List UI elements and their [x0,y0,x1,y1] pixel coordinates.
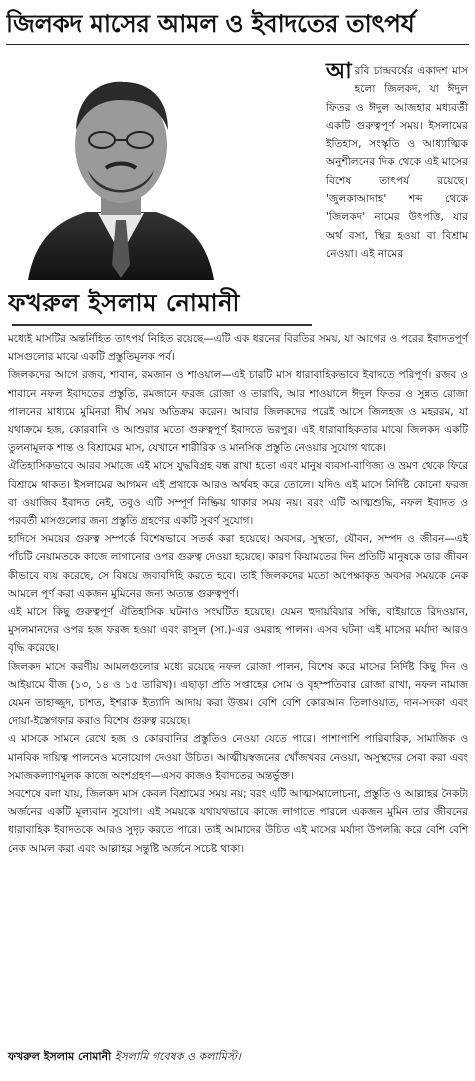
article-body [8,330,468,858]
body-paragraph-4: হাদিসে সময়ের গুরুত্ব সম্পর্কে বিশেষভাবে সতর্ক করা হয়েছে। অবসর, সুস্থতা, যৌবন, সম্পদ ও জীবন—এই পাঁচটি নেয়ামতকে কাজে লাগানোর ওপর গুরুত্ব দেওয়া হয়েছে। কারণ কিয়ামতের দিন প্রতিটি মানুষকে তার জীবন কীভাবে ব্যয় করেছে, সে বিষয়ে জবাবদিহি করতে হবে। তাই জিলকদের মতো অপেক্ষাকৃত অবসর সময়কে নেক আমলে পূর্ণ করা একজন মুমিনের জন্য অত্যন্ত গুরুত্বপূর্ণ। [8,533,468,600]
body-paragraph-3: ঐতিহাসিকভাবে আরব সমাজে এই মাসে যুদ্ধবিগ্রহ বন্ধ রাখা হতো এবং মানুষ ব্যবসা-বাণিজ্য ও ভ্রমণ থেকে ফিরে বিশ্রামে থাকত। ইসলামের আগমন এই প্রথাকে আরও অর্থবহ করে তোলে। যদিও এই মাসে নির্দিষ্ট কোনো ফরজ বা ওয়াজিব ইবাদত নেই, তবুও এটি সম্পূর্ণ নিষ্ক্রিয় থাকার সময় নয়। বরং এটি আত্মশুদ্ধি, নফল ইবাদত ও পরবর্তী মাসগুলোর জন্য প্রস্তুতি গ্রহণের একটি সুবর্ণ সুযোগ। [8,460,468,528]
body-paragraph-5: এই মাসে কিছু গুরুত্বপূর্ণ ঐতিহাসিক ঘটনাও সংঘটিত হয়েছে। যেমন হুদায়বিয়ার সন্ধি, বাইয়াতে রিদওয়ান, মুসলমানদের ওপর হজ ফরজ হওয়া এবং রাসুল (সা.)-এর ওমরাহ পালন। এসব ঘটনা এই মাসের মর্যাদা আরও বৃদ্ধি করেছে। [8,606,468,655]
body-paragraph-1: মধ্যেই মাসটির অন্তর্নিহিত তাৎপর্য নিহিত রয়েছে—এটি এক ধরনের বিরতির সময়, যা আগের ও পরের ইবাদতপূর্ণ মাসগুলোর মাঝে একটি প্রস্তুতিমূলক পর্ব। [8,333,468,364]
article-headline: জিলকদ মাসের আমল ও ইবাদতের তাৎপর্য [6,6,469,45]
body-paragraph-6: জিলকদ মাসে করণীয় আমলগুলোর মধ্যে রয়েছে নফল রোজা পালন, বিশেষ করে মাসের নির্দিষ্ট কিছু দিন ও আইয়ামে বীজ (১৩, ১৪ ও ১৫ তারিখ)। এছাড়া প্রতি সপ্তাহের সোম ও বৃহস্পতিবার রোজা রাখা, নফল নামাজ যেমন তাহাজ্জুদ, চাশত, ইশরাক ইত্যাদি আদায় করা উত্তম। বেশি বেশি কোরআন তিলাওয়াত, দান-সদকা এবং দোয়া-ইস্তেগফার করাও বিশেষ গুরুত্ব রয়েছে। [8,660,468,728]
footer-author-role: ইসলামি গবেষক ও কলামিস্ট। [114,1050,241,1063]
intro-paragraph [326,59,468,263]
intro-text: রবি চান্দ্রবর্ষের একাদশ মাস হলো জিলকদ, যা ঈদুল ফিতর ও ঈদুল আজহার মধ্যবর্তী একটি গুরুত্বপূর্ণ সময়। ইসলামের ইতিহাস, সংস্কৃতি ও আধ্যাত্মিক অনুশীলনের দিক থেকে এই মাসের বিশেষ তাৎপর্য রয়েছে। 'জুলকাআদাহ' শব্দ থেকে 'জিলকদ' নামের উৎপত্তি, যার অর্থ বসা, স্থির হওয়া বা বিশ্রাম নেওয়া। এই নামের [326,65,468,260]
author-portrait-illustration [6,50,316,280]
body-paragraph-8: সবশেষে বলা যায়, জিলকদ মাস কেবল বিশ্রামের সময় নয়; বরং এটি আত্মসমালোচনা, প্রস্তুতি ও আল্লাহর নৈকট্য অর্জনের একটি মূল্যবান সুযোগ। এই সময়কে যথাযথভাবে কাজে লাগাতে পারলে একজন মুমিন তার জীবনের ধারাবাহিক ইবাদতকে আরও সুদৃঢ় করতে পারে। তাই আমাদের উচিত এই মাসের মর্যাদা উপলব্ধি করে বেশি বেশি নেক আমল করা এবং আল্লাহর সন্তুষ্টি অর্জনে সচেষ্ট থাকা। [8,788,468,855]
body-paragraph-7: এ মাসকে সামনে রেখে হজ ও কোরবানির প্রস্তুতিও নেওয়া যেতে পারে। পাশাপাশি পারিবারিক, সামাজিক ও মানবিক দায়িত্ব পালনেও মনোযোগ দেওয়া উচিত। আত্মীয়স্বজনের খোঁজখবর নেওয়া, অসুস্থদের সেবা করা এবং সমাজকল্যাণমূলক কাজে অংশগ্রহণ—এসব কাজও ইবাদতের অন্তর্ভুক্ত। [8,733,468,782]
author-byline: ফখরুল ইসলাম নোমানী [8,289,240,317]
body-paragraph-2: জিলকদের আগে রজব, শাবান, রমজান ও শাওয়াল—এই চারটি মাস ধারাবাহিকভাবে ইবাদতে পরিপূর্ণ। রজব ও শাবানে নফল ইবাদতের প্রস্তুতি, রমজানে ফরজ রোজা ও তারাবি, আর শাওয়ালে ঈদুল ফিতর ও সুন্নত রোজা পালনের মাধ্যমে মুমিনরা দীর্ঘ সময় অতিক্রম করেন। আবার জিলকদের পরেই আসে জিলহজ ও মহররম, যা যথাক্রমে হজ, কোরবানি ও আশুরার মতো গুরুত্বপূর্ণ ইবাদতে ভরপুর। এই ধারাবাহিকতার মাঝে জিলকদ একটি তুলনামূলক শান্ত ও বিশ্রামের মাস, যেখানে শারীরিক ও মানসিক প্রস্তুতি নেওয়ার সুযোগ থাকে। [8,369,468,455]
byline-divider [12,324,312,326]
footer-author-name: ফখরুল ইসলাম নোমানী [8,1050,112,1063]
author-portrait [6,50,316,280]
drop-cap: আ [326,59,352,84]
author-footer [8,1048,468,1066]
intro-side-column [326,59,468,263]
